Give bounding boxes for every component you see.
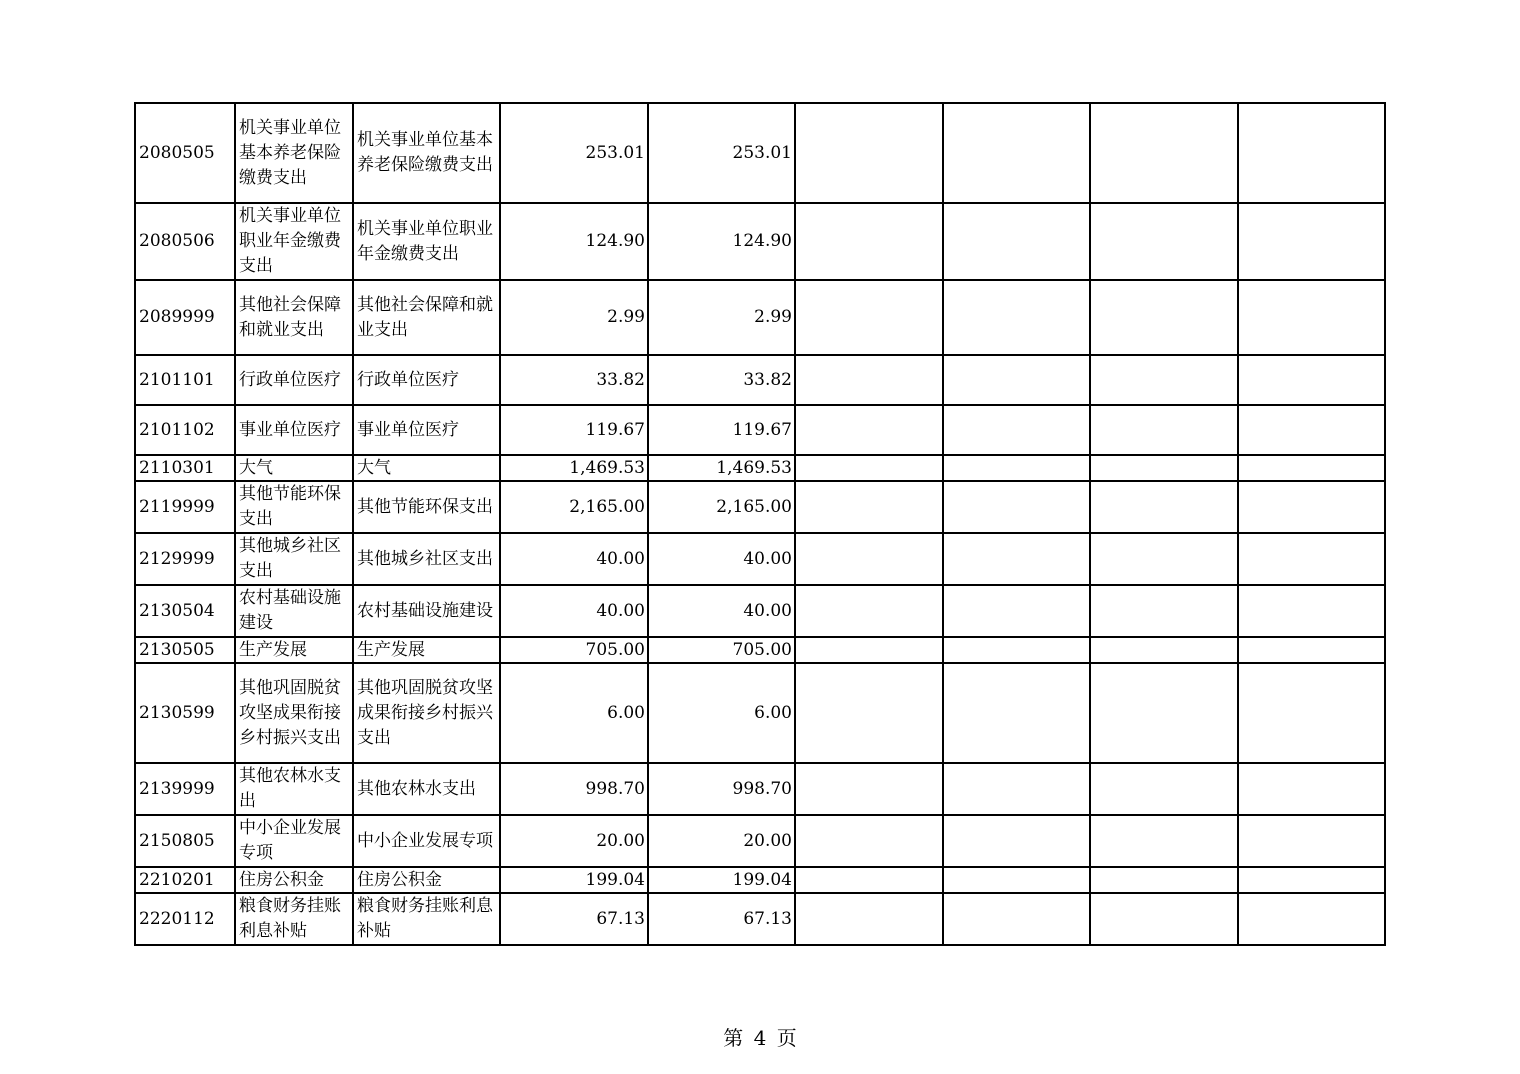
subject-category-cell: 事业单位医疗 [235, 405, 353, 455]
empty-cell [1238, 280, 1385, 355]
total-amount-cell: 253.01 [500, 103, 648, 203]
subject-name-cell: 其他农林水支出 [353, 763, 500, 815]
basic-expense-cell: 998.70 [648, 763, 795, 815]
subject-code-cell: 2080505 [135, 103, 235, 203]
subject-category-cell: 其他社会保障和就业支出 [235, 280, 353, 355]
table-row [135, 763, 1385, 815]
table-row [135, 585, 1385, 637]
subject-code-cell: 2130599 [135, 663, 235, 763]
empty-cell [795, 637, 943, 663]
subject-category-cell: 农村基础设施建设 [235, 585, 353, 637]
empty-cell [795, 405, 943, 455]
empty-cell [943, 405, 1090, 455]
table-row [135, 893, 1385, 945]
table-row [135, 815, 1385, 867]
table-row [135, 481, 1385, 533]
empty-cell [795, 481, 943, 533]
empty-cell [1238, 103, 1385, 203]
subject-category-cell: 生产发展 [235, 637, 353, 663]
empty-cell [1090, 533, 1238, 585]
subject-category-cell: 其他巩固脱贫攻坚成果衔接乡村振兴支出 [235, 663, 353, 763]
empty-cell [1090, 481, 1238, 533]
empty-cell [1238, 455, 1385, 481]
subject-name-cell: 其他节能环保支出 [353, 481, 500, 533]
table-row [135, 663, 1385, 763]
empty-cell [1090, 280, 1238, 355]
total-amount-cell: 705.00 [500, 637, 648, 663]
subject-code-cell: 2130504 [135, 585, 235, 637]
subject-code-cell: 2130505 [135, 637, 235, 663]
empty-cell [943, 203, 1090, 280]
basic-expense-cell: 20.00 [648, 815, 795, 867]
empty-cell [943, 585, 1090, 637]
empty-cell [943, 815, 1090, 867]
empty-cell [1238, 481, 1385, 533]
table-row [135, 280, 1385, 355]
empty-cell [1238, 867, 1385, 893]
total-amount-cell: 119.67 [500, 405, 648, 455]
total-amount-cell: 2.99 [500, 280, 648, 355]
subject-category-cell: 中小企业发展专项 [235, 815, 353, 867]
empty-cell [795, 455, 943, 481]
subject-category-cell: 大气 [235, 455, 353, 481]
subject-code-cell: 2089999 [135, 280, 235, 355]
empty-cell [1238, 815, 1385, 867]
empty-cell [1238, 405, 1385, 455]
budget-table [134, 102, 1386, 946]
subject-code-cell: 2110301 [135, 455, 235, 481]
basic-expense-cell: 1,469.53 [648, 455, 795, 481]
subject-category-cell: 行政单位医疗 [235, 355, 353, 405]
basic-expense-cell: 33.82 [648, 355, 795, 405]
subject-name-cell: 事业单位医疗 [353, 405, 500, 455]
basic-expense-cell: 40.00 [648, 533, 795, 585]
table-row [135, 637, 1385, 663]
empty-cell [1090, 355, 1238, 405]
subject-code-cell: 2080506 [135, 203, 235, 280]
total-amount-cell: 998.70 [500, 763, 648, 815]
empty-cell [1090, 637, 1238, 663]
empty-cell [795, 585, 943, 637]
subject-name-cell: 生产发展 [353, 637, 500, 663]
total-amount-cell: 40.00 [500, 533, 648, 585]
basic-expense-cell: 253.01 [648, 103, 795, 203]
empty-cell [943, 533, 1090, 585]
empty-cell [943, 893, 1090, 945]
empty-cell [1090, 763, 1238, 815]
page-number: 第 4 页 [723, 1026, 797, 1050]
empty-cell [1090, 585, 1238, 637]
table-row [135, 355, 1385, 405]
basic-expense-cell: 705.00 [648, 637, 795, 663]
subject-category-cell: 其他农林水支出 [235, 763, 353, 815]
empty-cell [1238, 203, 1385, 280]
basic-expense-cell: 2.99 [648, 280, 795, 355]
empty-cell [795, 763, 943, 815]
subject-name-cell: 中小企业发展专项 [353, 815, 500, 867]
empty-cell [943, 103, 1090, 203]
subject-category-cell: 粮食财务挂账利息补贴 [235, 893, 353, 945]
basic-expense-cell: 124.90 [648, 203, 795, 280]
empty-cell [1090, 893, 1238, 945]
subject-code-cell: 2139999 [135, 763, 235, 815]
subject-name-cell: 粮食财务挂账利息补贴 [353, 893, 500, 945]
subject-name-cell: 机关事业单位基本养老保险缴费支出 [353, 103, 500, 203]
subject-name-cell: 农村基础设施建设 [353, 585, 500, 637]
table-row [135, 405, 1385, 455]
subject-category-cell: 其他节能环保支出 [235, 481, 353, 533]
empty-cell [1238, 585, 1385, 637]
empty-cell [1090, 815, 1238, 867]
empty-cell [1090, 663, 1238, 763]
empty-cell [943, 280, 1090, 355]
basic-expense-cell: 6.00 [648, 663, 795, 763]
empty-cell [1090, 455, 1238, 481]
empty-cell [1238, 893, 1385, 945]
empty-cell [943, 481, 1090, 533]
total-amount-cell: 199.04 [500, 867, 648, 893]
basic-expense-cell: 40.00 [648, 585, 795, 637]
total-amount-cell: 67.13 [500, 893, 648, 945]
empty-cell [1238, 763, 1385, 815]
basic-expense-cell: 119.67 [648, 405, 795, 455]
table-row [135, 533, 1385, 585]
subject-code-cell: 2150805 [135, 815, 235, 867]
total-amount-cell: 40.00 [500, 585, 648, 637]
subject-code-cell: 2220112 [135, 893, 235, 945]
subject-code-cell: 2119999 [135, 481, 235, 533]
subject-name-cell: 大气 [353, 455, 500, 481]
empty-cell [795, 867, 943, 893]
total-amount-cell: 33.82 [500, 355, 648, 405]
table-row [135, 455, 1385, 481]
empty-cell [795, 815, 943, 867]
empty-cell [1090, 405, 1238, 455]
basic-expense-cell: 67.13 [648, 893, 795, 945]
subject-name-cell: 行政单位医疗 [353, 355, 500, 405]
empty-cell [943, 663, 1090, 763]
empty-cell [795, 893, 943, 945]
empty-cell [795, 533, 943, 585]
subject-name-cell: 住房公积金 [353, 867, 500, 893]
subject-category-cell: 机关事业单位职业年金缴费支出 [235, 203, 353, 280]
empty-cell [795, 355, 943, 405]
empty-cell [943, 455, 1090, 481]
empty-cell [943, 355, 1090, 405]
empty-cell [943, 637, 1090, 663]
subject-code-cell: 2210201 [135, 867, 235, 893]
subject-code-cell: 2101101 [135, 355, 235, 405]
empty-cell [1238, 637, 1385, 663]
empty-cell [1238, 355, 1385, 405]
table-row [135, 103, 1385, 203]
subject-name-cell: 其他巩固脱贫攻坚成果衔接乡村振兴支出 [353, 663, 500, 763]
table-row [135, 867, 1385, 893]
empty-cell [943, 867, 1090, 893]
empty-cell [1090, 103, 1238, 203]
basic-expense-cell: 199.04 [648, 867, 795, 893]
total-amount-cell: 2,165.00 [500, 481, 648, 533]
subject-category-cell: 住房公积金 [235, 867, 353, 893]
empty-cell [795, 203, 943, 280]
total-amount-cell: 20.00 [500, 815, 648, 867]
total-amount-cell: 124.90 [500, 203, 648, 280]
subject-code-cell: 2129999 [135, 533, 235, 585]
subject-name-cell: 其他城乡社区支出 [353, 533, 500, 585]
empty-cell [1090, 203, 1238, 280]
basic-expense-cell: 2,165.00 [648, 481, 795, 533]
subject-category-cell: 机关事业单位基本养老保险缴费支出 [235, 103, 353, 203]
subject-name-cell: 其他社会保障和就业支出 [353, 280, 500, 355]
subject-category-cell: 其他城乡社区支出 [235, 533, 353, 585]
subject-name-cell: 机关事业单位职业年金缴费支出 [353, 203, 500, 280]
empty-cell [795, 663, 943, 763]
total-amount-cell: 1,469.53 [500, 455, 648, 481]
empty-cell [1238, 533, 1385, 585]
empty-cell [795, 280, 943, 355]
empty-cell [1090, 867, 1238, 893]
empty-cell [795, 103, 943, 203]
empty-cell [1238, 663, 1385, 763]
table-row [135, 203, 1385, 280]
empty-cell [943, 763, 1090, 815]
total-amount-cell: 6.00 [500, 663, 648, 763]
subject-code-cell: 2101102 [135, 405, 235, 455]
